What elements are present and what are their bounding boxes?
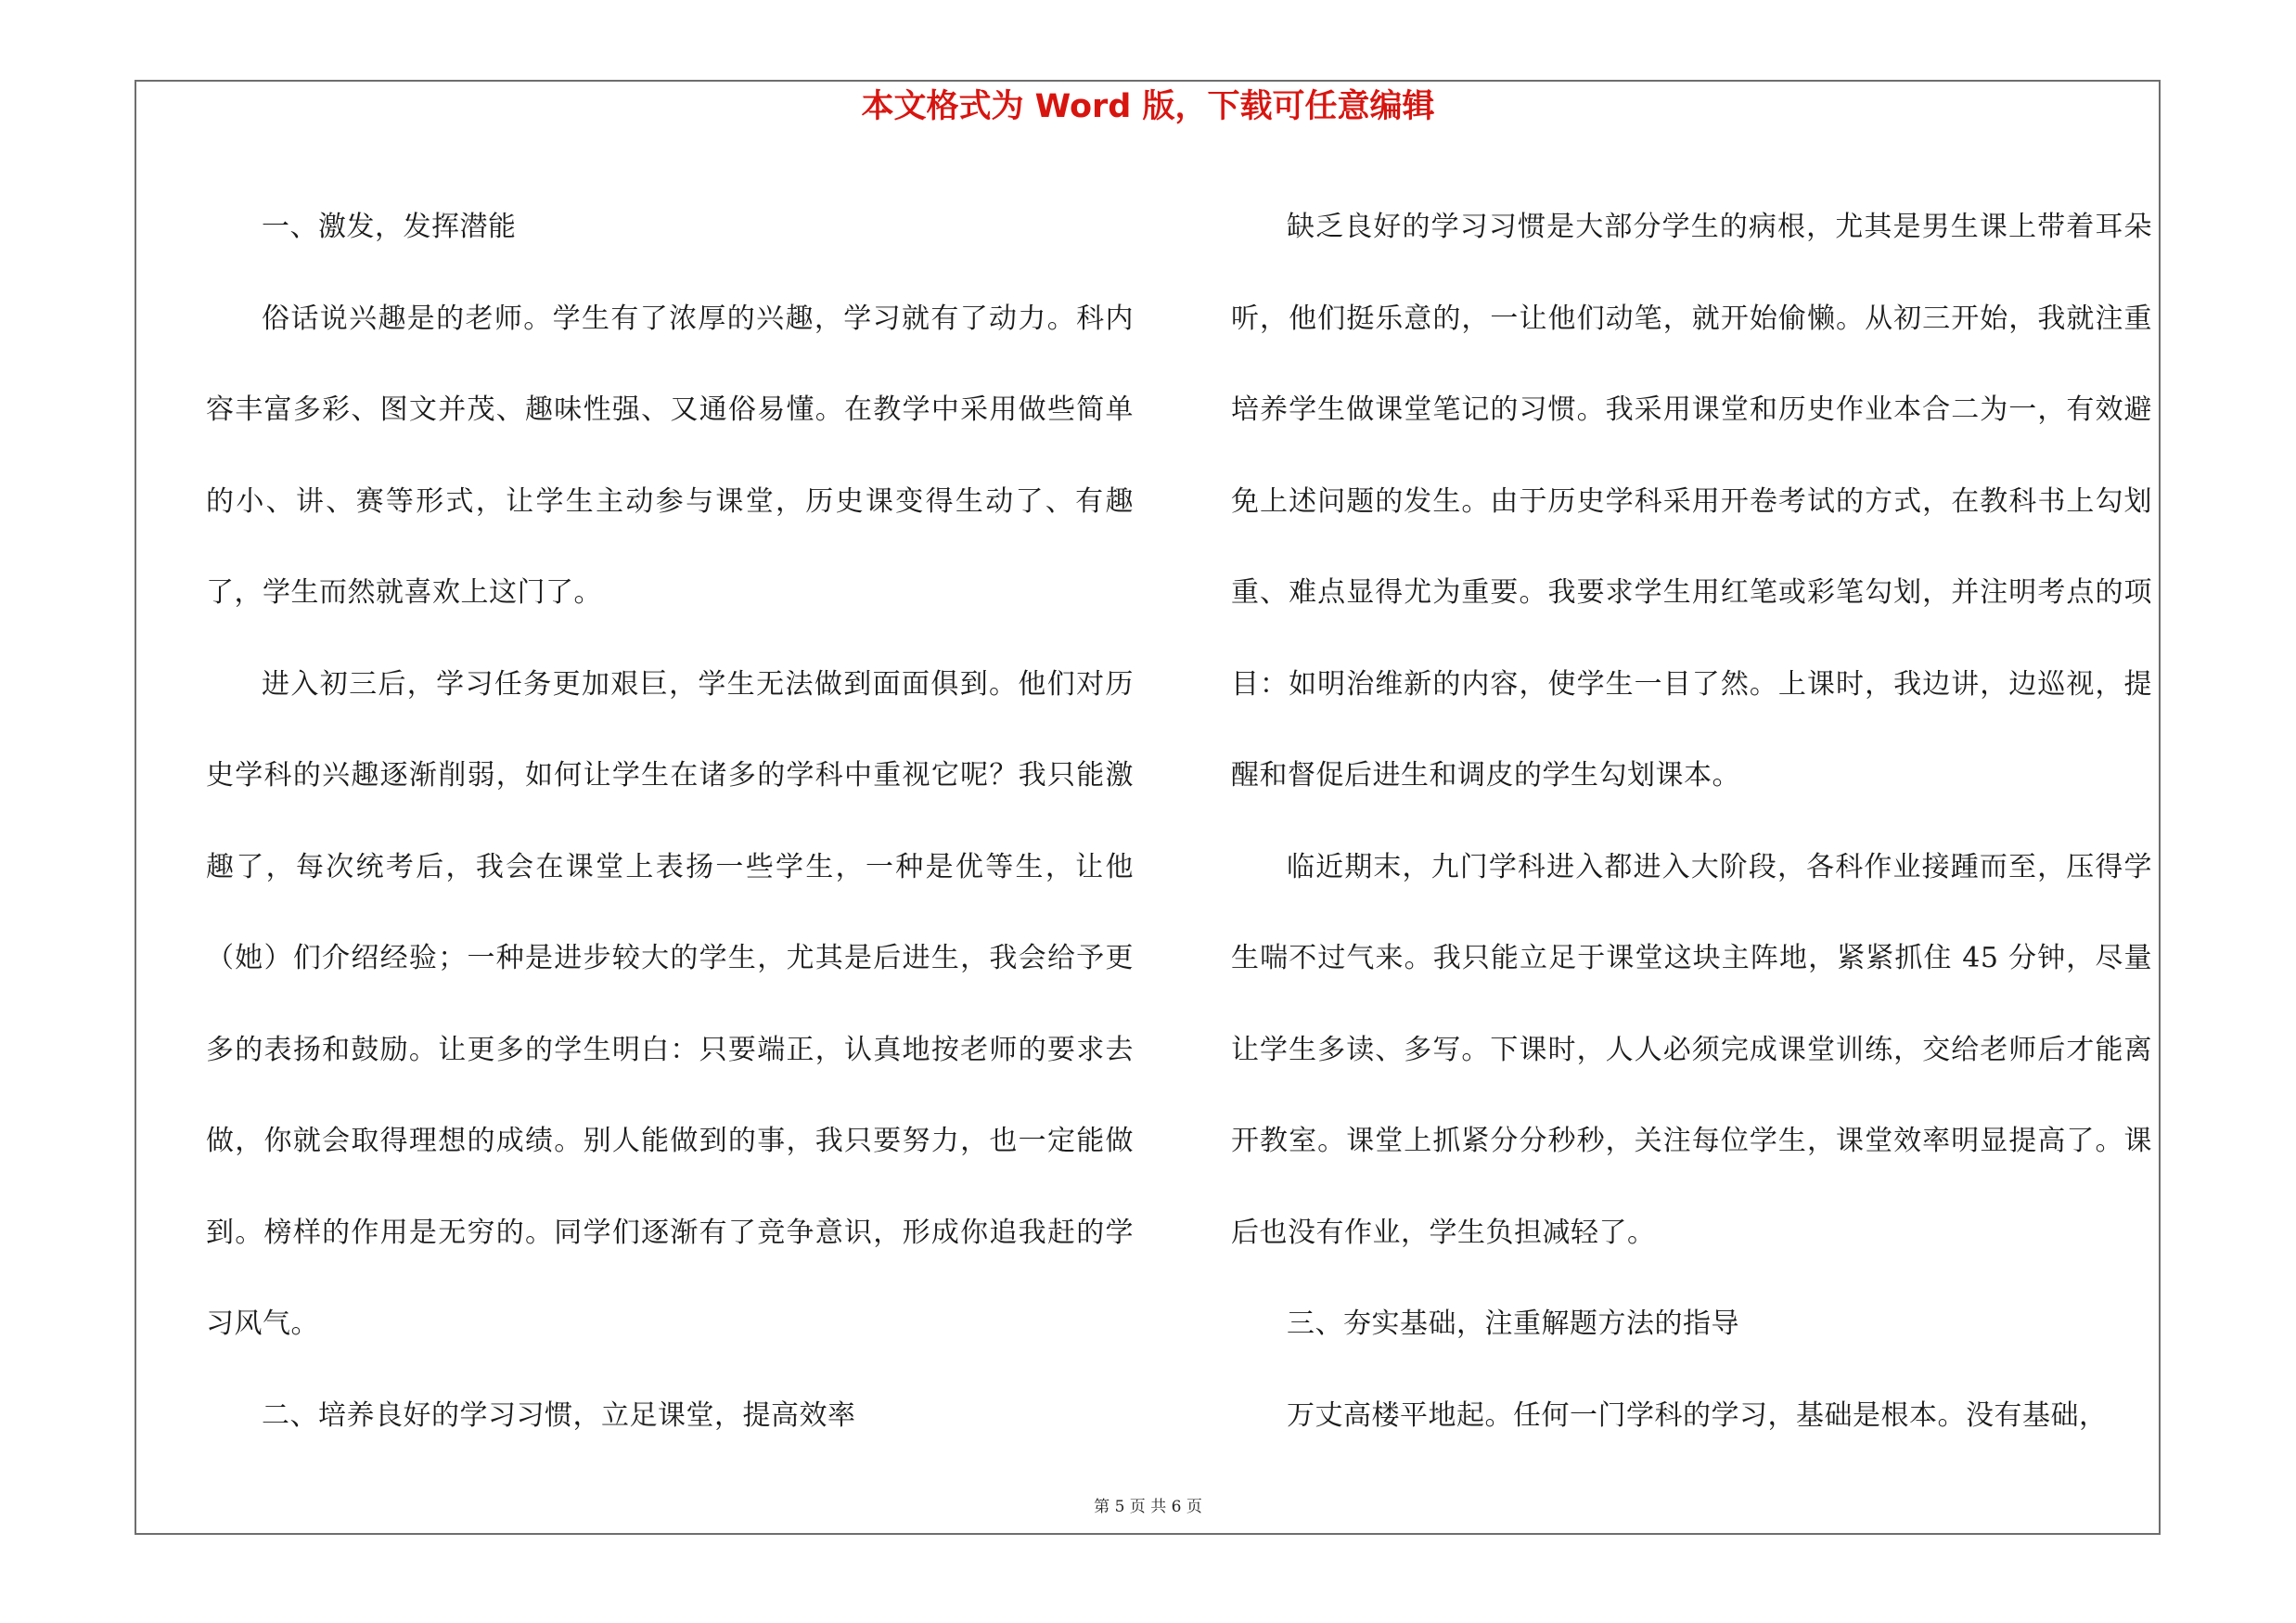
heading-section-3: 三、夯实基础，注重解题方法的指导 xyxy=(1287,1307,1739,1340)
paragraph: 万丈高楼平地起。任何一门学科的学习，基础是根本。没有基础， xyxy=(1287,1398,2108,1432)
left-column xyxy=(206,182,1134,1462)
paragraph: 进入初三后，学习任务更加艰巨，学生无法做到面面俱到。他们对历史学科的兴趣逐渐削弱，如何让学生在诸多的学科中重视它呢？我只能激趣了，每次统考后，我会在课堂上表扬一些学生，一种是优等生，让他（她）们介绍经验；一种是进步较大的学生，尤其是后进生，我会给予更多的表扬和鼓励。让更多的学生明白：只要端正，认真地按老师的要求去做，你就会取得理想的成绩。别人能做到的事，我只要努力，也一定能做到。榜样的作用是无穷的。同学们逐渐有了竞争意识，形成你追我赶的学习风气。 xyxy=(206,667,1134,1340)
paragraph: 临近期末，九门学科进入都进入大阶段，各科作业接踵而至，压得学生喘不过气来。我只能立足于课堂这块主阵地，紧紧抓住 45 分钟，尽量让学生多读、多写。下课时，人人必须完成课堂训练，交给老师后才能离开教室。课堂上抓紧分分秒秒，关注每位学生，课堂效率明显提高了。课后也没有作业，学生负担减轻了。 xyxy=(1231,850,2152,1249)
page-number-footer: 第 5 页 共 6 页 xyxy=(1094,1498,1202,1516)
heading-section-2: 二、培养良好的学习习惯，立足课堂，提高效率 xyxy=(262,1398,856,1432)
right-column xyxy=(1231,182,2152,1462)
paragraph: 俗话说兴趣是的老师。学生有了浓厚的兴趣，学习就有了动力。科内容丰富多彩、图文并茂、趣味性强、又通俗易懂。在教学中采用做些简单的小、讲、赛等形式，让学生主动参与课堂，历史课变得生动了、有趣了，学生而然就喜欢上这门了。 xyxy=(206,302,1134,609)
format-banner: 本文格式为 Word 版，下载可任意编辑 xyxy=(861,88,1435,125)
paragraph: 缺乏良好的学习习惯是大部分学生的病根，尤其是男生课上带着耳朵听，他们挺乐意的，一让他们动笔，就开始偷懒。从初三开始，我就注重培养学生做课堂笔记的习惯。我采用课堂和历史作业本合二为一，有效避免上述问题的发生。由于历史学科采用开卷考试的方式，在教科书上勾划重、难点显得尤为重要。我要求学生用红笔或彩笔勾划，并注明考点的项目：如明治维新的内容，使学生一目了然。上课时，我边讲，边巡视，提醒和督促后进生和调皮的学生勾划课本。 xyxy=(1231,211,2152,792)
heading-section-1: 一、激发，发挥潜能 xyxy=(262,211,517,243)
